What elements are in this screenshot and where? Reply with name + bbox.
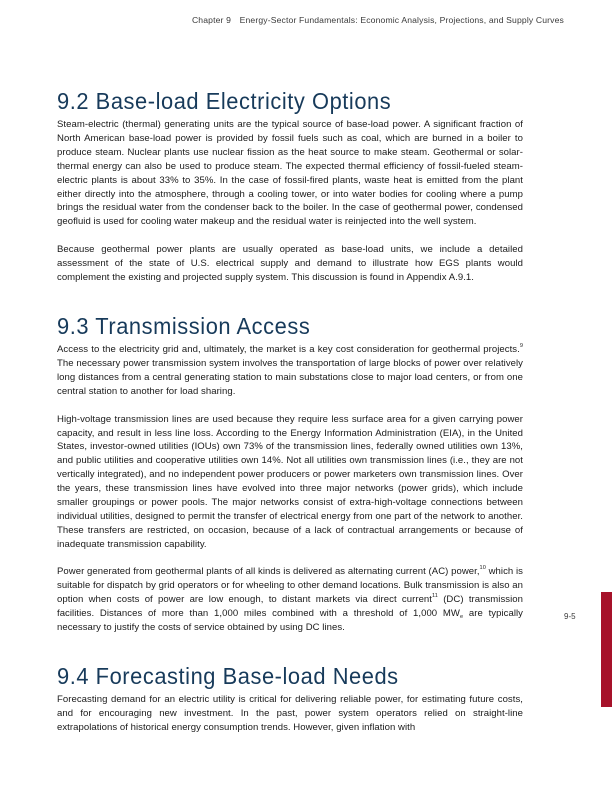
text-run: Access to the electricity grid and, ultimately, the market is a key cost consideration for geothermal projects.	[57, 344, 520, 356]
section-9-2	[57, 86, 523, 284]
paragraph	[57, 343, 523, 399]
section-heading: 9.2 Base-load Electricity Options	[57, 88, 392, 114]
page-body	[57, 86, 523, 734]
chapter-tab-bar	[601, 592, 612, 707]
text-run: (DC) transmission facilities. Distances of more than 1,000 miles combined with a threshold of 1,000 MW	[57, 593, 524, 619]
text-run: Power generated from geothermal plants of all kinds is delivered as alternating current (AC) power,	[57, 566, 480, 578]
paragraph: Forecasting demand for an electric utility is critical for delivering reliable power, for estimating future costs, and for encouraging new investment. In the past, power system operators relied on straight-line extrapolations of historical energy consumption trends. However, given inflation with	[57, 693, 523, 733]
page-number: 9-5	[564, 612, 576, 621]
text-run: The necessary power transmission system involves the transportation of large blocks of power over relatively long distances from a central generating station to main substations close to major load centers, or from one central station to another for load sharing.	[57, 358, 523, 398]
footnote-ref[interactable]: 9	[519, 343, 523, 350]
footnote-ref[interactable]: 10	[479, 565, 486, 572]
text-run: are typically necessary to justify the costs of service obtained by using DC lines.	[57, 607, 523, 633]
subscript: e	[459, 613, 464, 620]
paragraph: High-voltage transmission lines are used because they require less surface area for a given carrying power capacity, and result in less line loss. According to the Energy Information Administration (EIA), in the United States, investor-owned utilities (IOUs) own 73% of the transmission lines, federally owned utilities own 13%, and public utilities and cooperative utilities own 14%. Not all utilities own transmission lines (i.e., they are not vertically integrated), and no independent power producers or power marketers own transmission lines. Over the years, these transmission lines have evolved into three major networks (power grids), which include smaller groupings or power pools. The major networks consist of extra-high-voltage connections between individual utilities, designed to permit the transfer of electrical energy from one part of the network to another. These transfers are restricted, on occasion, because of a lack of contractual arrangements or because of inadequate transmission capability.	[57, 413, 523, 550]
section-heading: 9.3 Transmission Access	[57, 313, 311, 340]
section-9-4	[57, 661, 523, 735]
section-9-3	[57, 311, 523, 634]
text-run: which is suitable for dispatch by grid operators or for wheeling to other demand locations. Bulk transmission is also an option when costs of power are low enough, to distant markets via direct current	[57, 566, 523, 605]
running-head	[192, 15, 564, 25]
footnote-ref[interactable]: 11	[432, 592, 438, 599]
paragraph	[57, 565, 523, 635]
paragraph: Because geothermal power plants are usually operated as base-load units, we include a detailed assessment of the state of U.S. electrical supply and demand to illustrate how EGS plants would complement the existing and projected supply system. This discussion is found in Appendix A.9.1.	[57, 243, 523, 283]
paragraph: Steam-electric (thermal) generating units are the typical source of base-load power. A significant fraction of North American base-load power is provided by fossil fuels such as coal, which are burned in a boiler to produce steam. Nuclear plants use nuclear fission as the heat source to make steam. Geothermal or solar-thermal energy can also be used to produce steam. The expected thermal efficiency of fossil-fueled steam-electric plants is about 33% to 35%. In the case of fossil-fired plants, waste heat is emitted from the plant either directly into the atmosphere, through a cooling tower, or into water bodies for cooling where a pump brings the residual water from the condenser back to the boiler. In the case of geothermal power, condensed geofluid is used for cooling water makeup and the residual water is reinjected into the well system.	[57, 119, 523, 228]
chapter-label: Chapter 9	[191, 15, 232, 25]
section-heading: 9.4 Forecasting Base-load Needs	[57, 662, 399, 689]
chapter-title: Energy-Sector Fundamentals: Economic Analysis, Projections, and Supply Curves	[239, 15, 564, 25]
